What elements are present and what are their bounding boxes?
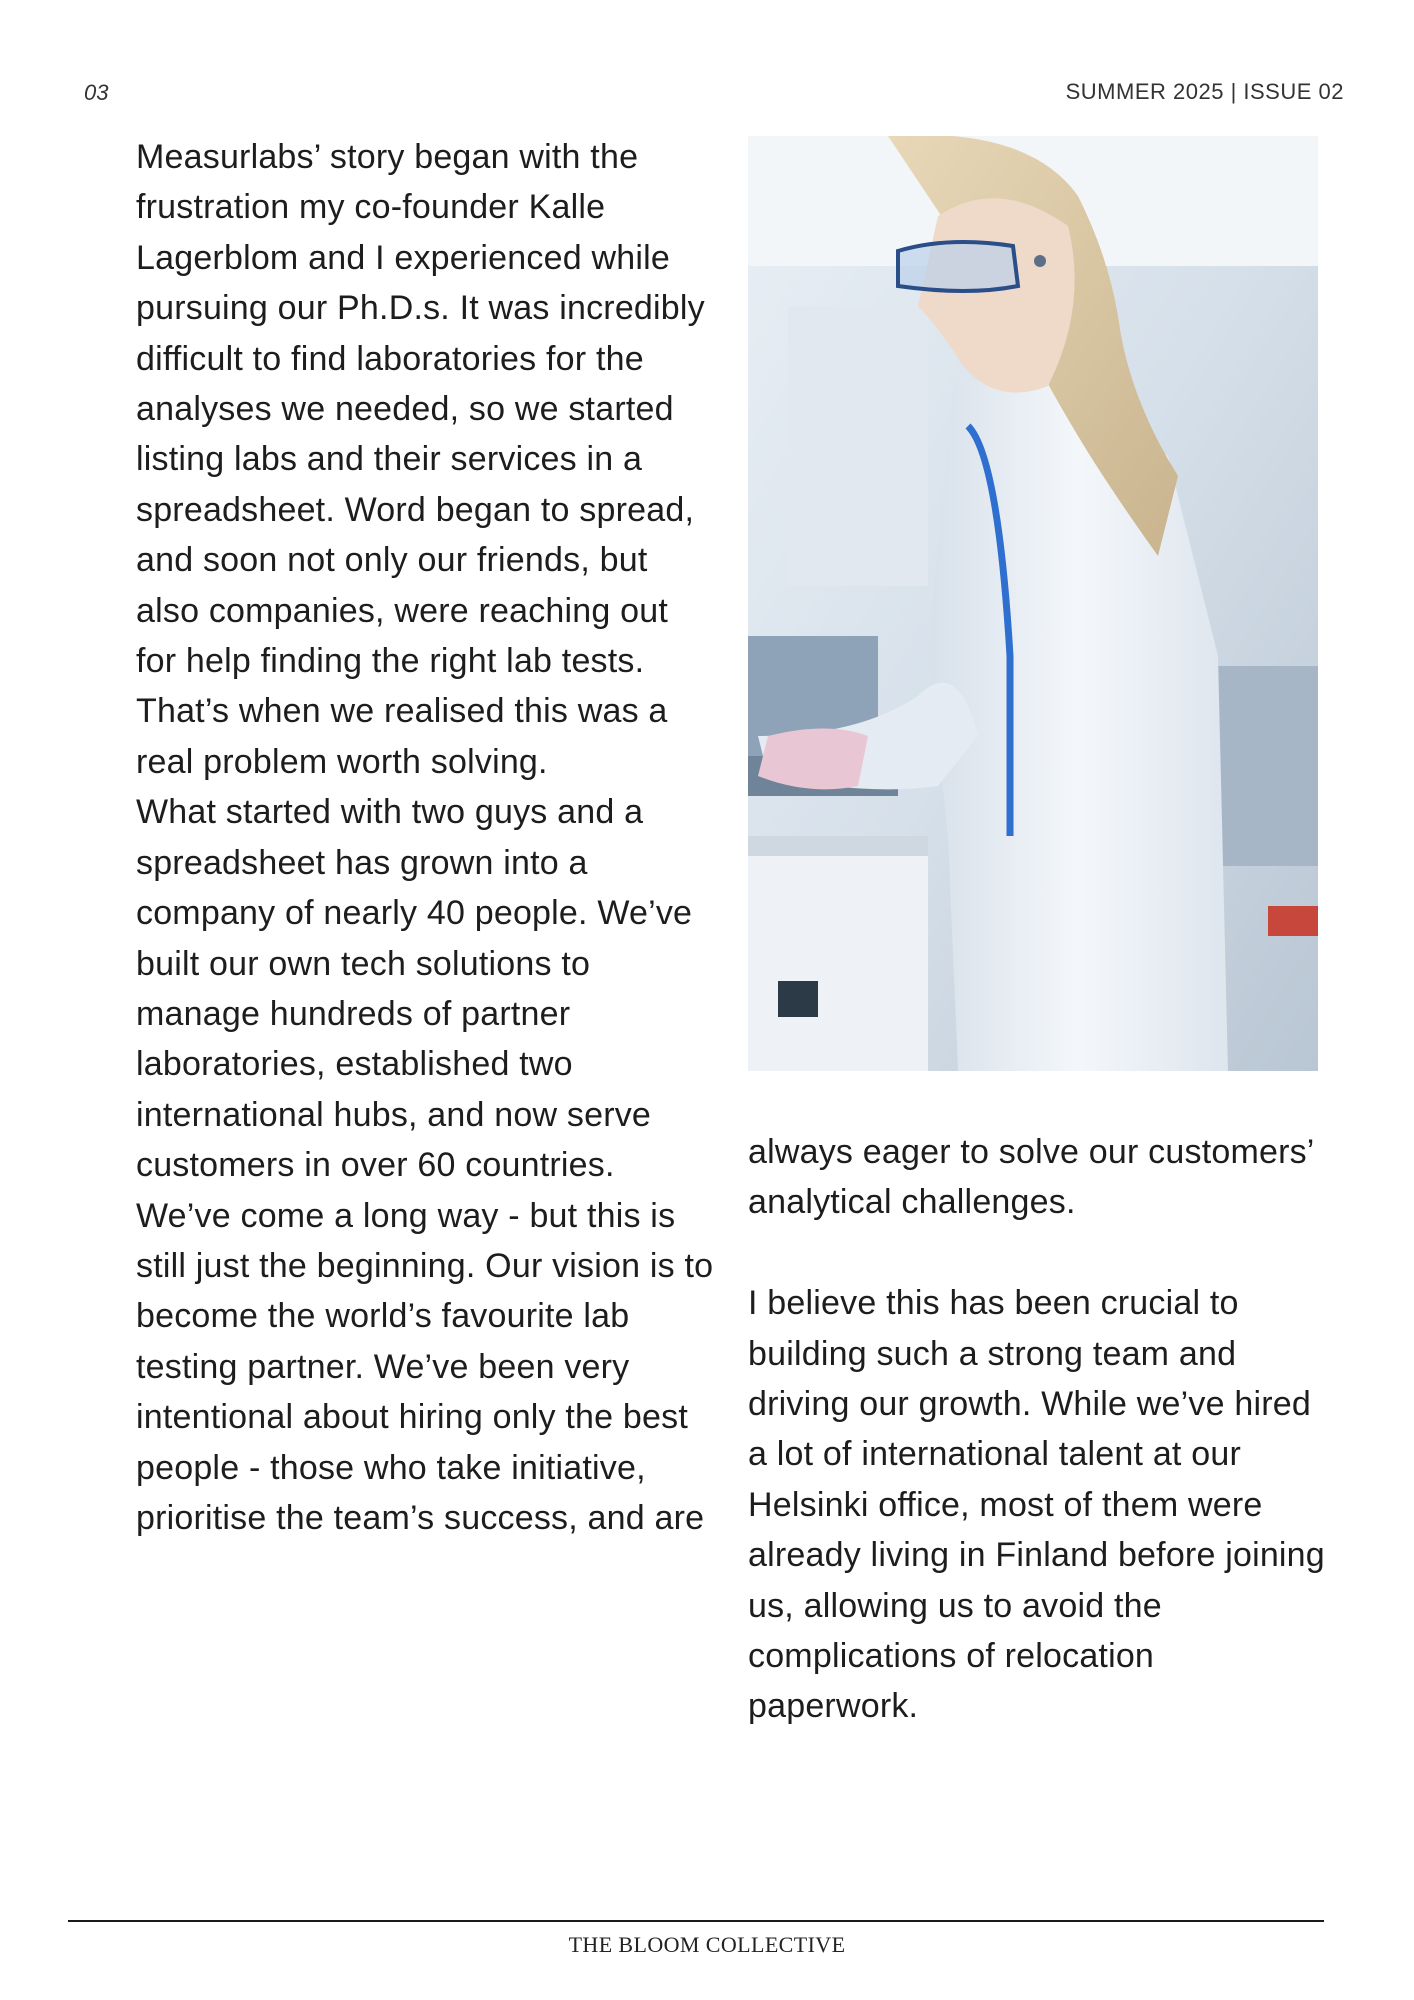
article-column-right xyxy=(748,1127,1328,1732)
paragraph: always eager to solve our customers’ analytical challenges. xyxy=(748,1133,1314,1222)
issue-label: SUMMER 2025 | ISSUE 02 xyxy=(1065,79,1344,104)
publication-title: THE BLOOM COLLECTIVE xyxy=(568,1932,846,1957)
lab-scientist-photo xyxy=(748,136,1318,1071)
paragraph: What started with two guys and a spreadsheet has grown into a company of nearly 40 people. We’ve built our own tech solutions to manage hundreds of partner laboratories, established two international hubs, and now serve customers in over 60 countries. We’ve come a long way - but this is still just the beginning. Our vision is to become the world’s favourite lab testing partner. We’ve been very intentional about hiring only the best people - those who take initiative, prioritise the team’s success, and are xyxy=(136,793,714,1537)
page-number: 03 xyxy=(84,80,109,105)
footer-divider xyxy=(68,1920,1324,1922)
article-column-left xyxy=(136,132,716,1543)
paragraph: Measurlabs’ story began with the frustration my co-founder Kalle Lagerblom and I experienced while pursuing our Ph.D.s. It was incredibly difficult to find laboratories for the analyses we needed, so we started listing labs and their services in a spreadsheet. Word began to spread, and soon not only our friends, but also companies, were reaching out for help finding the right lab tests. That’s when we realised this was a real problem worth solving. xyxy=(136,138,705,781)
paragraph: I believe this has been crucial to building such a strong team and driving our growth. While we’ve hired a lot of international talent at our Helsinki office, most of them were already living in Finland before joining us, allowing us to avoid the complications of relocation paperwork. xyxy=(748,1284,1325,1726)
